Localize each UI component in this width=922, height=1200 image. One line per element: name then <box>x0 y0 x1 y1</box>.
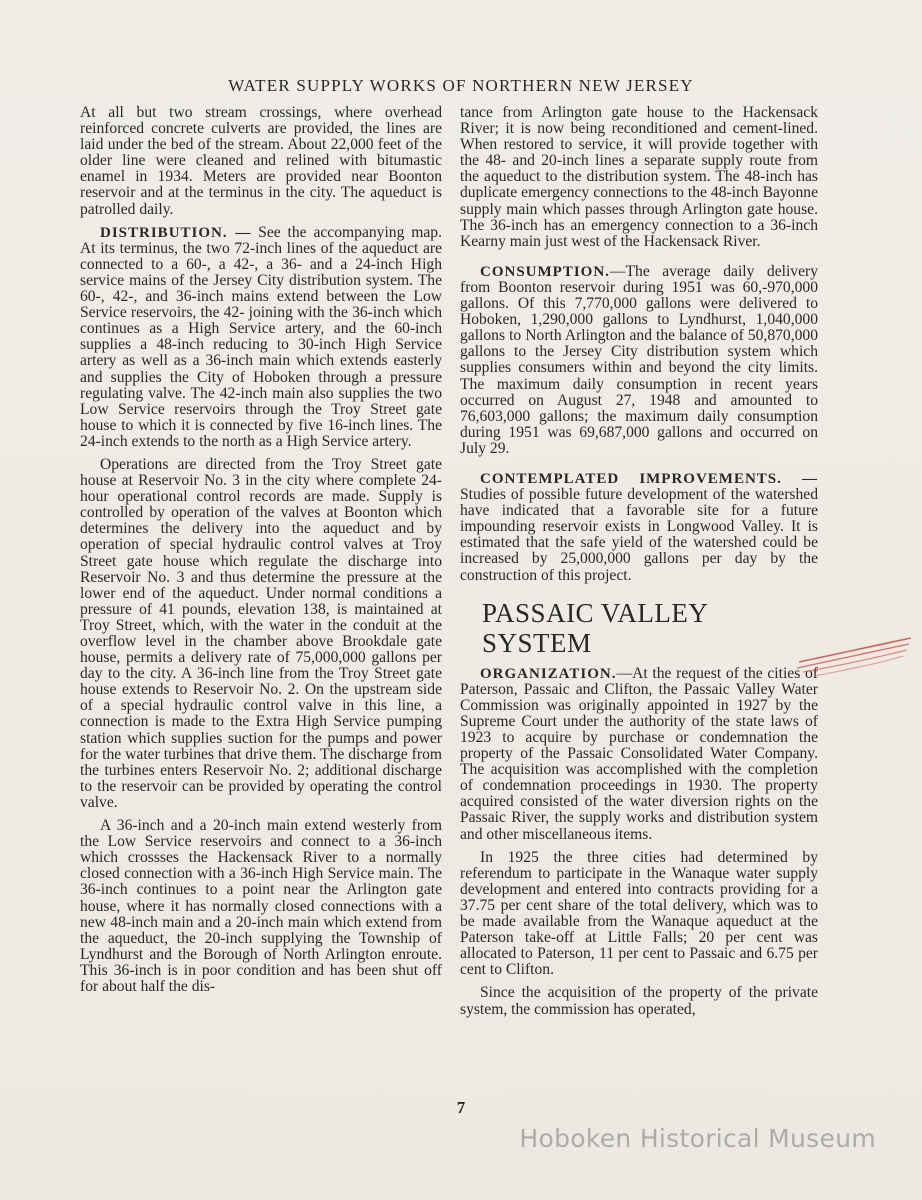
consumption-text: —The average daily delivery from Boonton reservoir during 1951 was 60,-970,000 gallons. Of this 7,770,000 gallons were delivered to Hoboken, 1,290,000 gallons to Lyndhurst, 1,040,000 gallons to North Arlington and the balance of 50,870,000 gallons to the Jersey City distribution system which supplies consumers within and beyond the city limits. The maximum daily consumption in recent years occurred on August 27, 1948 and amounted to 76,603,000 gallons; the maximum daily consumption during 1951 was 69,687,000 gallons and occurred on July 29. <box>460 262 818 457</box>
page-number: 7 <box>456 1098 466 1117</box>
organization-heading: ORGANIZATION. <box>480 665 617 682</box>
section-title: PASSAIC VALLEY SYSTEM <box>482 597 708 658</box>
paragraph-consumption <box>460 264 818 457</box>
consumption-heading: CONSUMPTION. <box>480 263 610 280</box>
improvements-heading: CONTEMPLATED IMPROVEMENTS. — <box>480 470 818 487</box>
distribution-text: See the accompanying map. At its terminus, the two 72-inch lines of the aqueduct are connected to a 60-, a 42-, a 36- and a 24-inch High service mains of the Jersey City distribution system. The 60-, 42-, and 36-inch mains extend between the Low Service reservoirs, the 42- joining with the 36-inch which continues as a High Service artery, and the 60-inch supplies a 48-inch reducing to 30-inch High Service artery as well as a 36-inch main which extends easterly and supplies the City of Hoboken through a pressure regulating valve. The 42-inch main also supplies the two Low Service reservoirs through the Troy Street gate house to which it is connected by five 16-inch lines. The 24-inch extends to the north as a High Service artery. <box>80 223 442 450</box>
paragraph-operations: Operations are directed from the Troy Street gate house at Reservoir No. 3 in the city where complete 24-hour operational control records are made. Supply is controlled by operation of the valves at Boonton which determines the delivery into the aqueduct and by operation of special hydraulic control valves at Troy Street gate house which regulate the discharge into Reservoir No. 3 and thus determine the pressure at the lower end of the aqueduct. Under normal conditions a pressure of 41 pounds, elevation 138, is maintained at Troy Street, which, with the water in the conduit at the overflow level in the chamber above Brookdale gate house, permits a delivery rate of 75,000,000 gallons per day to the city. A 36-inch line from the Troy Street gate house extends to Reservoir No. 2. On the upstream side of a special hydraulic control valve in this line, a connection is made to the Extra High Service pumping station which supplies suction for the pumps and power for the water turbines that drive them. The discharge from the turbines enters Reservoir No. 2; additional discharge to the reservoir can be provided by operating the control valve. <box>80 455 442 811</box>
red-pencil-mark <box>795 636 915 686</box>
paragraph-westerly-mains: A 36-inch and a 20-inch main extend westerly from the Low Service reservoirs and connect to a 36-inch which crossses the Hackensack River to a normally closed connection with a 36-inch High Service main. The 36-inch continues to a point near the Arlington gate house, where it has normally closed connections with a new 48-inch main and a 20-inch main which extend from the aqueduct, the 20-inch supplying the Township of Lyndhurst and the Borough of North Arlington enroute. This 36-inch is in poor condition and has been shut off for about half the dis- <box>80 817 442 995</box>
paragraph-since-acquisition: Since the acquisition of the property of the private system, the commission has operated, <box>460 984 818 1018</box>
left-column <box>80 105 442 995</box>
organization-text: —At the request of the cities of Paterson, Passaic and Clifton, the Passaic Valley Water Commission was originally appointed in 1927 by the Supreme Court under the authority of the state laws of 1923 to acquire by purchase or condemnation the property of the Passaic Consolidated Water Company. The acquisition was accomplished with the completion of condemnation proceedings in 1930. The property acquired consisted of the water diversion rights on the Passaic River, the supply works and distribution system and other miscellaneous items. <box>460 664 818 843</box>
paragraph-improvements <box>460 471 818 584</box>
paragraph-stream-crossings: At all but two stream crossings, where overhead reinforced concrete culverts are provided, the lines are laid under the bed of the stream. About 22,000 feet of the older line were cleaned and relined with bitumastic enamel in 1934. Meters are provided near Boonton reservoir and at the terminus in the city. The aqueduct is patrolled daily. <box>80 104 442 218</box>
right-column <box>460 105 818 1018</box>
paragraph-1925-referendum: In 1925 the three cities had determined by referendum to participate in the Wanaque water supply development and entered into contracts providing for a 37.75 per cent share of the total delivery, which was to be made available from the Wanaque aqueduct at the Paterson take-off at Little Falls; 20 per cent was allocated to Paterson, 11 per cent to Passaic and 6.75 per cent to Clifton. <box>460 848 818 979</box>
paragraph-arlington-continued: tance from Arlington gate house to the Hackensack River; it is now being reconditioned and cement-lined. When restored to service, it will provide together with the 48- and 20-inch lines a separate supply route from the aqueduct to the distribution system. The 48-inch has duplicate emergency connections to the 48-inch Bayonne supply main which passes through Arlington gate house. The 36-inch has an emergency connection to a 36-inch Kearny main just west of the Hackensack River. <box>460 104 818 250</box>
running-head: WATER SUPPLY WORKS OF NORTHERN NEW JERSEY <box>228 76 694 95</box>
museum-watermark: Hoboken Historical Museum <box>519 1124 876 1153</box>
paragraph-distribution <box>80 225 442 450</box>
distribution-heading: DISTRIBUTION. — <box>100 224 252 241</box>
paragraph-organization <box>460 666 818 843</box>
improvements-text: Studies of possible future development of the watershed have indicated that a favorable site for a future impounding reservoir exists in Longwood Valley. It is estimated that the safe yield of the watershed could be increased by 25,000,000 gallons per day by the construction of this project. <box>460 486 818 584</box>
